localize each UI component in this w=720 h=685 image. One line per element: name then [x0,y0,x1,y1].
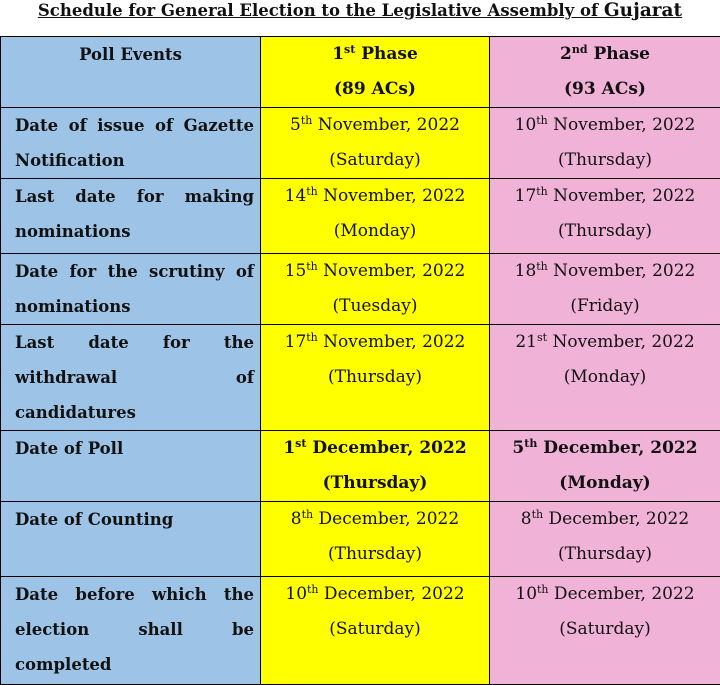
phase2-month-year: December, 2022 [549,584,695,604]
event-cell [1,325,261,431]
phase1-weekday: (Saturday) [261,612,489,647]
header-phase1-label: Phase [355,44,417,64]
phase1-day: 17 [285,332,307,352]
title-state: Gujarat [604,0,682,21]
table-row [1,502,720,577]
phase2-day: 21 [515,332,537,352]
phase1-date-cell [261,325,490,431]
phase2-day: 10 [515,584,537,604]
header-phase2-acs: (93 ACs) [490,72,720,107]
phase1-date-cell [261,179,490,254]
phase2-day: 8 [521,509,532,529]
phase1-day-suffix: th [301,114,313,127]
event-cell [1,431,261,502]
phase2-month-year: November, 2022 [548,186,696,206]
event-cell [1,577,261,685]
header-events-label: Poll Events [79,45,182,64]
phase2-day-suffix: th [537,583,549,596]
event-label: Date of Counting [15,510,173,529]
phase1-month-year: November, 2022 [318,261,466,281]
header-phase1-sup: st [344,43,355,56]
header-phase1-num: 1 [332,44,344,64]
phase2-month-year: November, 2022 [547,332,695,352]
phase1-date-cell [261,577,490,685]
phase1-day-suffix: th [307,583,319,596]
phase1-day: 10 [285,584,307,604]
phase1-day: 14 [285,186,307,206]
event-label: Date of Poll [15,439,123,458]
header-events [1,37,261,108]
phase1-month-year: November, 2022 [312,115,460,135]
table-row [1,431,720,502]
phase1-day: 15 [285,261,307,281]
phase2-day-suffix: st [537,331,547,344]
phase1-month-year: November, 2022 [318,186,466,206]
header-phase2 [490,37,720,108]
table-row [1,179,720,254]
event-cell [1,254,261,325]
phase1-day-suffix: th [306,185,318,198]
phase2-day: 17 [515,186,537,206]
table-row [1,108,720,179]
event-label: Date of issue of Gazette Notification [15,116,254,170]
phase2-day-suffix: th [536,260,548,273]
header-row [1,37,720,108]
event-cell [1,179,261,254]
phase1-date-cell [261,431,490,502]
phase2-month-year: December, 2022 [537,438,697,458]
phase2-month-year: November, 2022 [548,261,696,281]
phase1-day-suffix: st [295,437,306,450]
event-label: Date before which the election shall be completed [15,585,254,674]
header-phase2-num: 2 [560,44,572,64]
header-phase1-acs: (89 ACs) [261,72,489,107]
phase2-day: 5 [512,438,524,458]
phase2-day-suffix: th [536,185,548,198]
phase2-date-cell [490,179,720,254]
phase1-month-year: November, 2022 [318,332,466,352]
phase2-day: 18 [515,261,537,281]
table-row [1,254,720,325]
event-cell [1,108,261,179]
phase2-weekday: (Saturday) [490,612,720,647]
header-phase2-sup: nd [572,43,588,56]
phase1-day-suffix: th [302,508,314,521]
phase2-month-year: November, 2022 [548,115,696,135]
phase1-weekday: (Saturday) [261,143,489,178]
phase2-weekday: (Thursday) [490,143,720,178]
schedule-table [0,36,720,685]
phase2-date-cell [490,108,720,179]
event-cell [1,502,261,577]
phase1-weekday: (Thursday) [261,537,489,572]
phase2-day-suffix: th [524,437,537,450]
phase1-weekday: (Thursday) [261,360,489,395]
phase1-weekday: (Thursday) [261,466,489,501]
phase1-month-year: December, 2022 [319,584,465,604]
title-prefix: Schedule for General Election to the Legislative Assembly of [38,1,604,20]
table-row [1,325,720,431]
table-row [1,577,720,685]
phase1-date-cell [261,254,490,325]
schedule-rows [1,108,720,685]
phase2-weekday: (Friday) [490,289,720,324]
phase2-day-suffix: th [536,114,548,127]
phase1-weekday: (Tuesday) [261,289,489,324]
header-phase2-label: Phase [588,44,650,64]
event-label: Last date for the withdrawal of candidatures [15,333,254,422]
phase1-date-cell [261,108,490,179]
phase2-date-cell [490,254,720,325]
page-title [0,0,720,33]
phase1-day-suffix: th [306,260,318,273]
phase1-month-year: December, 2022 [313,509,459,529]
phase2-weekday: (Thursday) [490,537,720,572]
phase2-weekday: (Monday) [490,466,720,501]
phase2-day-suffix: th [532,508,544,521]
phase1-day-suffix: th [306,331,318,344]
phase2-date-cell [490,577,720,685]
header-phase1 [261,37,490,108]
phase1-day: 8 [291,509,302,529]
phase2-weekday: (Thursday) [490,214,720,249]
phase1-weekday: (Monday) [261,214,489,249]
phase1-day: 1 [283,438,295,458]
phase1-day: 5 [290,115,301,135]
phase2-month-year: December, 2022 [543,509,689,529]
phase2-weekday: (Monday) [490,360,720,395]
phase2-date-cell [490,502,720,577]
phase2-day: 10 [515,115,537,135]
event-label: Last date for making nominations [15,187,254,241]
phase2-date-cell [490,325,720,431]
phase1-month-year: December, 2022 [306,438,466,458]
phase1-date-cell [261,502,490,577]
phase2-date-cell [490,431,720,502]
event-label: Date for the scrutiny of nominations [15,262,254,316]
